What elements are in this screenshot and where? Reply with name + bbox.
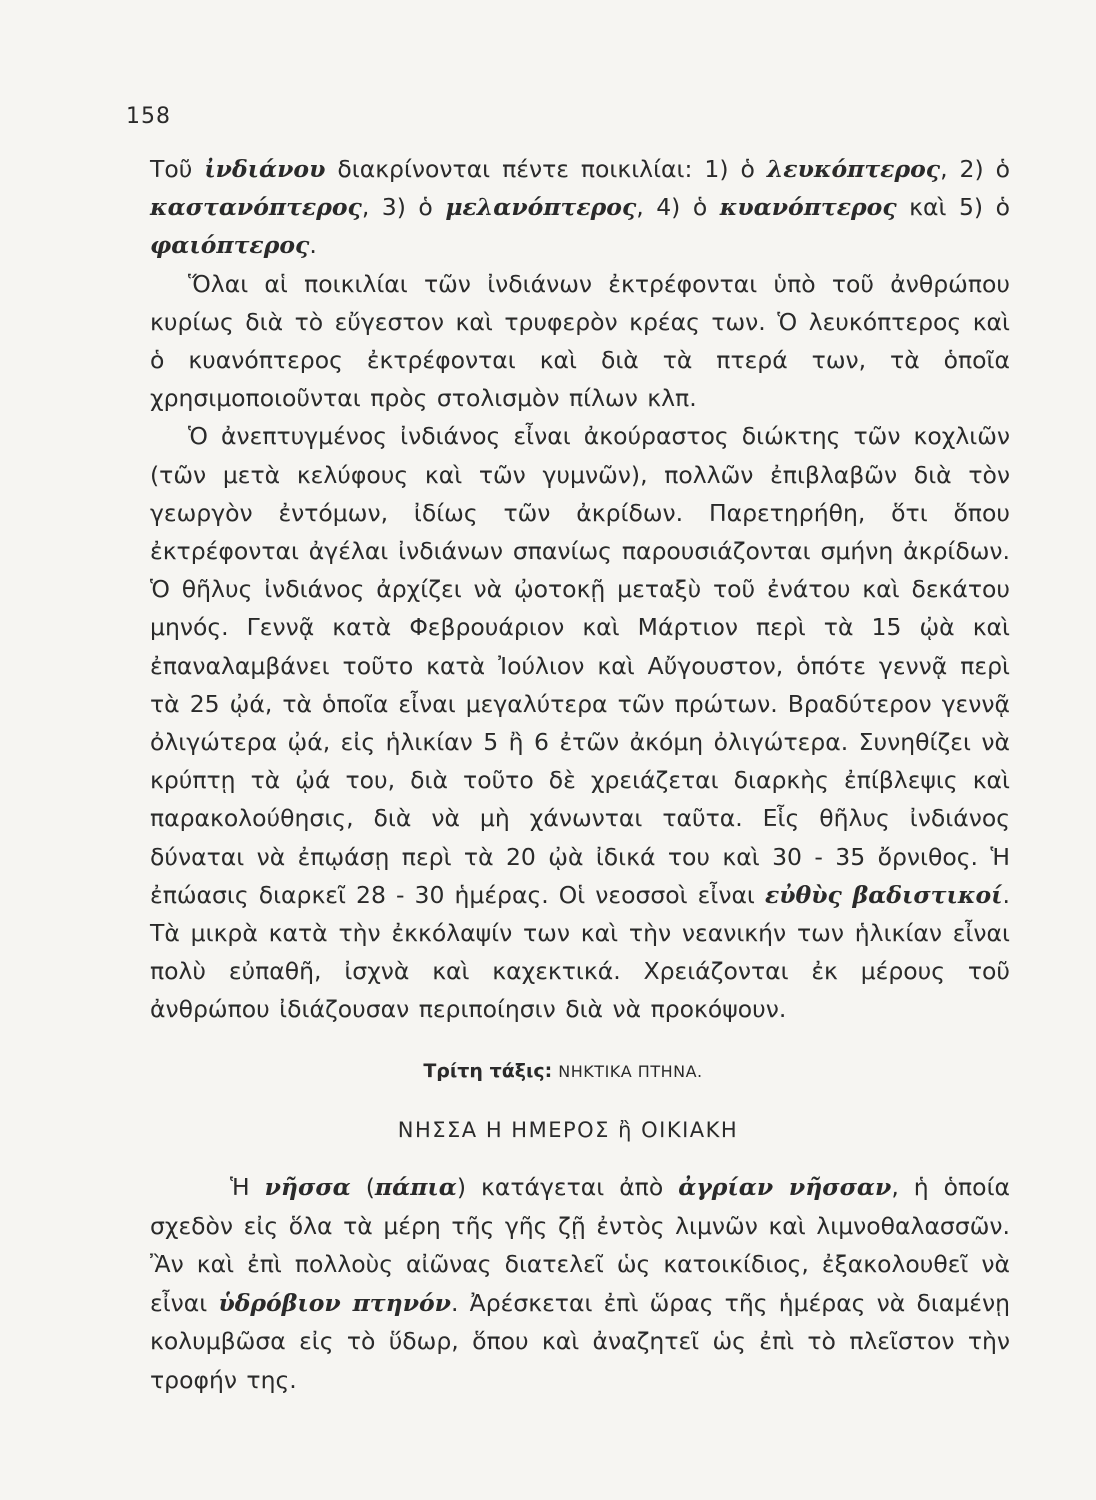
section-heading: ΝΗΣΣΑ Η ΗΜΕΡΟΣ ἢ ΟΙΚΙΑΚΗ — [397, 1118, 739, 1142]
text-run: καὶ 5) ὁ — [896, 193, 1010, 222]
text-run: . Τὰ μικρὰ κατὰ τὴν ἐκκόλαψίν των καὶ τὴν νεανικήν των ἡλικίαν εἶναι πολὺ εὐπαθῆ, ἰσχνὰ καὶ καχεκτικά. Χρειάζονται ἐκ μέρους τοῦ ἀνθρώπου ἰδιάζουσαν περιποίησιν διὰ νὰ προκόψουν. — [150, 880, 1010, 1024]
emphasis-term: νῆσσα — [264, 1173, 351, 1201]
text-run: , ἡ ὁποία σχεδὸν εἰς ὅλα τὰ μέρη τῆς γῆς ζῇ ἐντὸς λιμνῶν καὶ λιμνοθαλασσῶν. Ἂν καὶ ἐπὶ πολλοὺς αἰῶνας διατελεῖ ὡς κατοικίδιος, ἐξακολουθεῖ νὰ εἶναι — [150, 1173, 1011, 1317]
order-value: ΝΗΚΤΙΚΑ ΠΤΗΝΑ. — [558, 1062, 703, 1081]
body-text-duck — [150, 1168, 1010, 1399]
emphasis-term: μελανόπτερος — [445, 193, 637, 222]
text-run: , 3) ὁ — [361, 193, 446, 222]
text-run: ) κατάγεται ἀπὸ — [456, 1173, 679, 1201]
emphasis-term: ἰνδιάνου — [204, 155, 326, 183]
text-run: Τοῦ — [150, 155, 205, 183]
emphasis-term: κυανόπτερος — [719, 193, 897, 222]
emphasis-term: πάπια — [374, 1173, 457, 1201]
paragraph-duck — [150, 1168, 1010, 1399]
text-run: διακρίνονται πέντε ποικιλίαι: 1) ὁ — [325, 155, 767, 183]
paragraph-behavior — [150, 417, 1010, 1028]
emphasis-term: καστανόπτερος — [150, 193, 362, 222]
text-run: . Ἀρέσκεται ἐπὶ ὥρας τῆς ἡμέρας νὰ διαμένῃ κολυμβῶσα εἰς τὸ ὕδωρ, ὅπου καὶ ἀναζητεῖ ὡς ἐπὶ τὸ πλεῖστον τὴν τροφήν της. — [150, 1288, 1010, 1394]
text-run: Ἡ — [230, 1173, 265, 1201]
body-text — [150, 150, 1010, 1029]
order-line — [0, 1060, 1096, 1082]
emphasis-term: εὐθὺς βαδιστικοί — [764, 880, 1003, 909]
text-run: ( — [350, 1173, 375, 1201]
text-run: Ὁ ἀνεπτυγμένος ἰνδιάνος εἶναι ἀκούραστος διώκτης τῶν κοχλιῶν (τῶν μετὰ κελύφους καὶ τῶν γυμνῶν), πολλῶν ἐπιβλαβῶν διὰ τὸν γεωργὸν ἐντόμων, ἰδίως τῶν ἀκρίδων. Παρετηρήθη, ὅτι ὅπου ἐκτρέφονται ἀγέλαι ἰνδιάνων σπανίως παρουσιάζονται σμήνη ἀκρίδων. Ὁ θῆλυς ἰνδιάνος ἀρχίζει νὰ ᾠοτοκῇ μεταξὺ τοῦ ἐνάτου καὶ δεκάτου μηνός. Γεννᾷ κατὰ Φεβρουάριον καὶ Μάρτιον περὶ τὰ 15 ᾠὰ καὶ ἐπαναλαμβάνει τοῦτο κατὰ Ἰούλιον καὶ Αὔγουστον, ὁπότε γεννᾷ περὶ τὰ 25 ᾠά, τὰ ὁποῖα εἶναι μεγαλύτερα τῶν πρώτων. Βραδύτερον γεννᾷ ὀλιγώτερα ᾠά, εἰς ἡλικίαν 5 ἢ 6 ἐτῶν ἀκόμη ὀλιγώτερα. Συνηθίζει νὰ κρύπτῃ τὰ ᾠά του, διὰ τοῦτο δὲ χρειάζεται διαρκὴς ἐπίβλεψις καὶ παρακολούθησις, διὰ νὰ μὴ χάνωνται ταῦτα. Εἷς θῆλυς ἰνδιάνος δύναται νὰ ἐπῳάσῃ περὶ τὰ 20 ᾠὰ ἰδικά του καὶ 30 - 35 ὄρνιθος. Ἡ ἐπώασις διαρκεῖ 28 - 30 ἡμέρας. Οἱ νεοσσοὶ εἶναι — [150, 422, 1010, 909]
emphasis-term: λευκόπτερος — [766, 155, 941, 183]
text-run: , 2) ὁ — [940, 155, 1010, 183]
emphasis-term: φαιόπτερος — [150, 231, 310, 260]
emphasis-term: ἀγρίαν νῆσσαν — [678, 1173, 892, 1201]
paragraph-breeding: Ὅλαι αἱ ποικιλίαι τῶν ἰνδιάνων ἐκτρέφονται ὑπὸ τοῦ ἀνθρώπου κυρίως διὰ τὸ εὔγεστον καὶ τρυφερὸν κρέας των. Ὁ λευκόπτερος καὶ ὁ κυανόπτερος ἐκτρέφονται καὶ διὰ τὰ πτερά των, τὰ ὁποῖα χρησιμοποιοῦνται πρὸς στολισμὸν πίλων κλπ. — [150, 269, 1010, 413]
text-run: , 4) ὁ — [636, 193, 720, 222]
page-number: 158 — [126, 104, 171, 129]
text-run: . — [309, 231, 317, 260]
emphasis-term: ὑδρόβιον πτηνόν — [218, 1288, 451, 1317]
paragraph-varieties — [150, 150, 1010, 265]
order-label: Τρίτη τάξις: — [423, 1060, 553, 1082]
